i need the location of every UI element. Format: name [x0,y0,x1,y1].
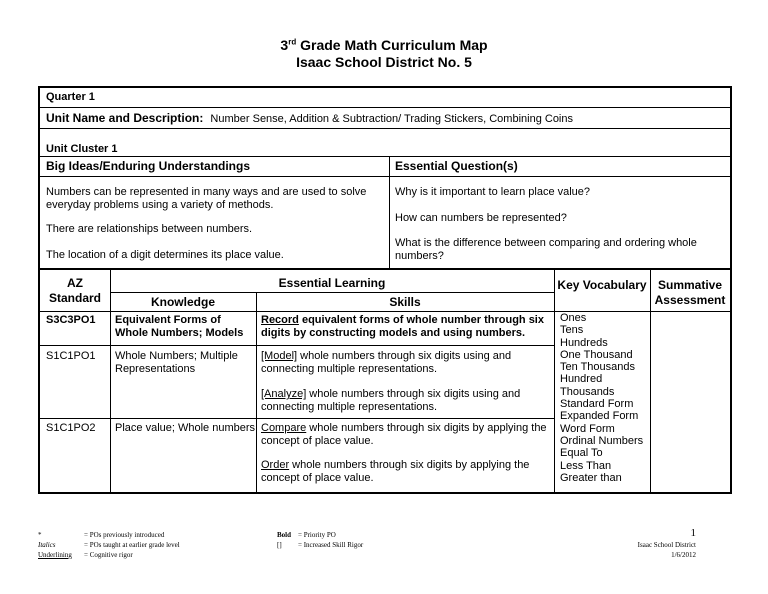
question-2: How can numbers be represented? [395,212,567,224]
list-item: Ten Thousands [560,361,636,374]
unit-value: Number Sense, Addition & Subtraction/ Trading Stickers, Combining Coins [210,113,573,125]
row-3-skill-2: Order whole numbers through six digits by applying the concept of place value. [261,459,530,484]
list-item: Hundred [560,373,603,386]
footer-legend-values: = POs previously introduced = POs taught at earlier grade level = Cognitive rigor [84,531,180,559]
list-item: Expanded Form [560,410,639,423]
row-3-knowledge: Place value; Whole numbers [115,422,256,434]
row-1-standard: S3C3PO1 [46,314,96,326]
big-ideas-heading: Big Ideas/Enduring Understandings [46,159,251,173]
list-item: One Thousand [560,348,633,361]
list-item: Standard Form [560,398,634,411]
footer-legend-keys-2: Bold [] [277,531,292,549]
page-title: 3rd Grade Math Curriculum Map [280,37,488,53]
footer-date: 1/6/2012 [671,551,696,559]
row-1-knowledge: Equivalent Forms of Whole Numbers; Models [115,314,244,339]
skills-header: Skills [389,295,421,309]
row-2-standard: S1C1PO1 [46,350,96,362]
unit-row [46,112,573,126]
big-idea-2: There are relationships between numbers. [46,223,253,235]
quarter-label: Quarter 1 [46,91,95,103]
questions-heading: Essential Question(s) [395,159,518,173]
row-2-skill-1: [Model] whole numbers through six digits using and connecting multiple representations. [261,350,512,375]
list-item: Ordinal Numbers [560,434,644,447]
question-1: Why is it important to learn place value? [395,186,591,198]
list-item: Equal To [560,447,603,460]
summative-header: Summative Assessment [654,278,726,307]
cluster-label: Unit Cluster 1 [46,143,118,155]
district-title: Isaac School District No. 5 [296,54,472,70]
vocab-header: Key Vocabulary [557,278,647,292]
question-3: What is the difference between comparing and ordering whole numbers? [395,237,697,262]
big-idea-3: The location of a digit determines its place value. [46,249,284,261]
footer-page-info [600,527,696,560]
big-idea-1: Numbers can be represented in many ways and are used to solve everyday problems using a variety of methods. [46,186,367,211]
knowledge-header: Knowledge [150,295,215,309]
row-2-skill-2: [Analyze] whole numbers through six digits using and connecting multiple representations. [261,388,521,413]
az-standard-header: AZ Standard [48,276,101,305]
list-item: Hundreds [560,336,608,349]
list-item: Word Form [560,422,615,435]
vocab-list [560,312,650,484]
row-3-standard: S1C1PO2 [46,422,96,434]
footer-org: Isaac School District [637,541,696,549]
page-number: 1 [690,527,696,539]
row-1-skill: Record equivalent forms of whole number through six digits by constructing models and using numbers. [261,314,544,339]
row-3-skill-1: Compare whole numbers through six digits by applying the concept of place value. [261,422,547,447]
list-item: Less Than [560,459,612,472]
footer-legend-keys: * Italics Underlining [38,531,72,559]
list-item: Ones [560,312,587,324]
list-item: Tens [560,324,584,337]
row-2-knowledge: Whole Numbers; Multiple Representations [115,350,238,375]
unit-label: Unit Name and Description: [46,111,204,125]
essential-learning-header: Essential Learning [278,276,386,290]
list-item: Thousands [560,385,615,398]
footer-legend-values-2: = Priority PO = Increased Skill Rigor [298,531,364,549]
list-item: Greater than [560,471,622,484]
